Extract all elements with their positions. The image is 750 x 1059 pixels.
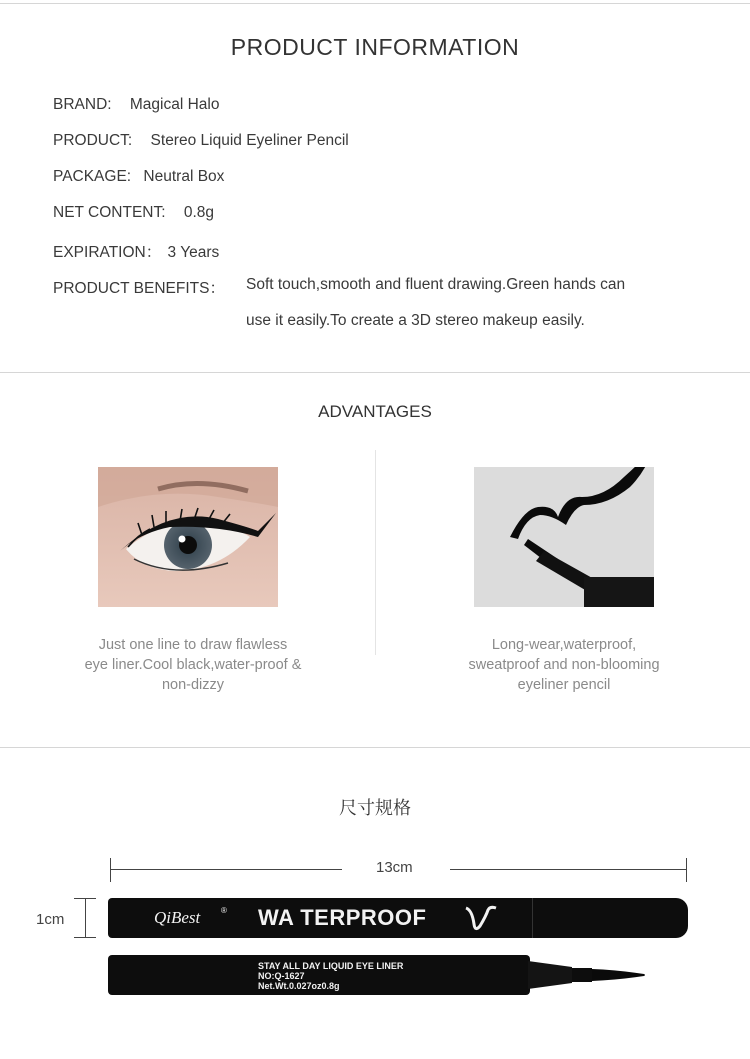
product-value: Stereo Liquid Eyeliner Pencil [150, 132, 349, 149]
expiration-value: 3 Years [167, 244, 220, 261]
width-dimension-line [85, 898, 86, 938]
right-caption-line: Long-wear,waterproof, [491, 637, 637, 653]
length-label: 13cm [376, 859, 413, 876]
registered-mark: ® [221, 906, 227, 915]
length-dimension-left-line [110, 869, 342, 870]
product-row [53, 132, 349, 150]
expiration-row [53, 240, 219, 262]
section-divider-2 [0, 747, 750, 748]
product-label: PRODUCT: [53, 132, 133, 149]
package-value: Neutral Box [143, 168, 225, 185]
length-dimension-left-tick [110, 858, 111, 882]
package-row [53, 168, 224, 186]
net-content-label: NET CONTENT: [53, 204, 166, 221]
right-caption-line: sweatproof and non-blooming [468, 657, 660, 673]
cap-seam [532, 898, 533, 938]
advantages-title: ADVANTAGES [318, 402, 432, 421]
length-dimension-right-line [450, 869, 686, 870]
section-divider-1 [0, 372, 750, 373]
brand-row [53, 96, 220, 114]
waterproof-print: WA TERPROOF [258, 905, 427, 930]
benefits-row [53, 276, 225, 298]
wave-logo-icon [462, 902, 502, 934]
benefits-text [246, 267, 686, 339]
eyeliner-pen-uncapped [108, 955, 530, 995]
product-information-title: PRODUCT INFORMATION [230, 34, 520, 60]
pen-print-line-2: NO:Q-1627 [258, 971, 305, 981]
eyeliner-stroke-photo [474, 467, 654, 607]
advantages-center-divider [375, 450, 376, 655]
net-content-value: 0.8g [183, 204, 215, 221]
brand-label: BRAND: [53, 96, 112, 113]
pen-felt-tip-icon [528, 955, 648, 995]
package-label: PACKAGE: [53, 168, 132, 185]
benefits-line-2: use it easily.To create a 3D stereo makeup easily. [246, 312, 585, 329]
left-caption-line: non-dizzy [161, 677, 225, 693]
width-dimension-bottom-tick [74, 937, 96, 938]
eyeliner-pen-capped [108, 898, 688, 938]
pen-print-line-3: Net.Wt.0.027oz0.8g [258, 981, 340, 991]
size-spec-title: 尺寸规格 [339, 798, 411, 818]
expiration-label: EXPIRATION： [53, 244, 162, 261]
top-divider [0, 3, 750, 4]
right-advantage-caption [424, 635, 704, 695]
benefits-label: PRODUCT BENEFITS： [53, 280, 225, 297]
left-caption-line: Just one line to draw flawless [98, 637, 288, 653]
brand-value: Magical Halo [129, 96, 220, 113]
pen-print-line-1: STAY ALL DAY LIQUID EYE LINER [258, 961, 404, 971]
left-advantage-caption [53, 635, 333, 695]
width-label: 1cm [36, 911, 65, 928]
left-caption-line: eye liner.Cool black,water-proof & [84, 657, 302, 673]
net-content-row [53, 204, 214, 222]
benefits-line-1: Soft touch,smooth and fluent drawing.Green hands can [246, 276, 626, 293]
qibest-logo: QiBest [154, 908, 201, 927]
right-caption-line: eyeliner pencil [517, 677, 611, 693]
eye-makeup-photo [98, 467, 278, 607]
length-dimension-right-tick [686, 858, 687, 882]
